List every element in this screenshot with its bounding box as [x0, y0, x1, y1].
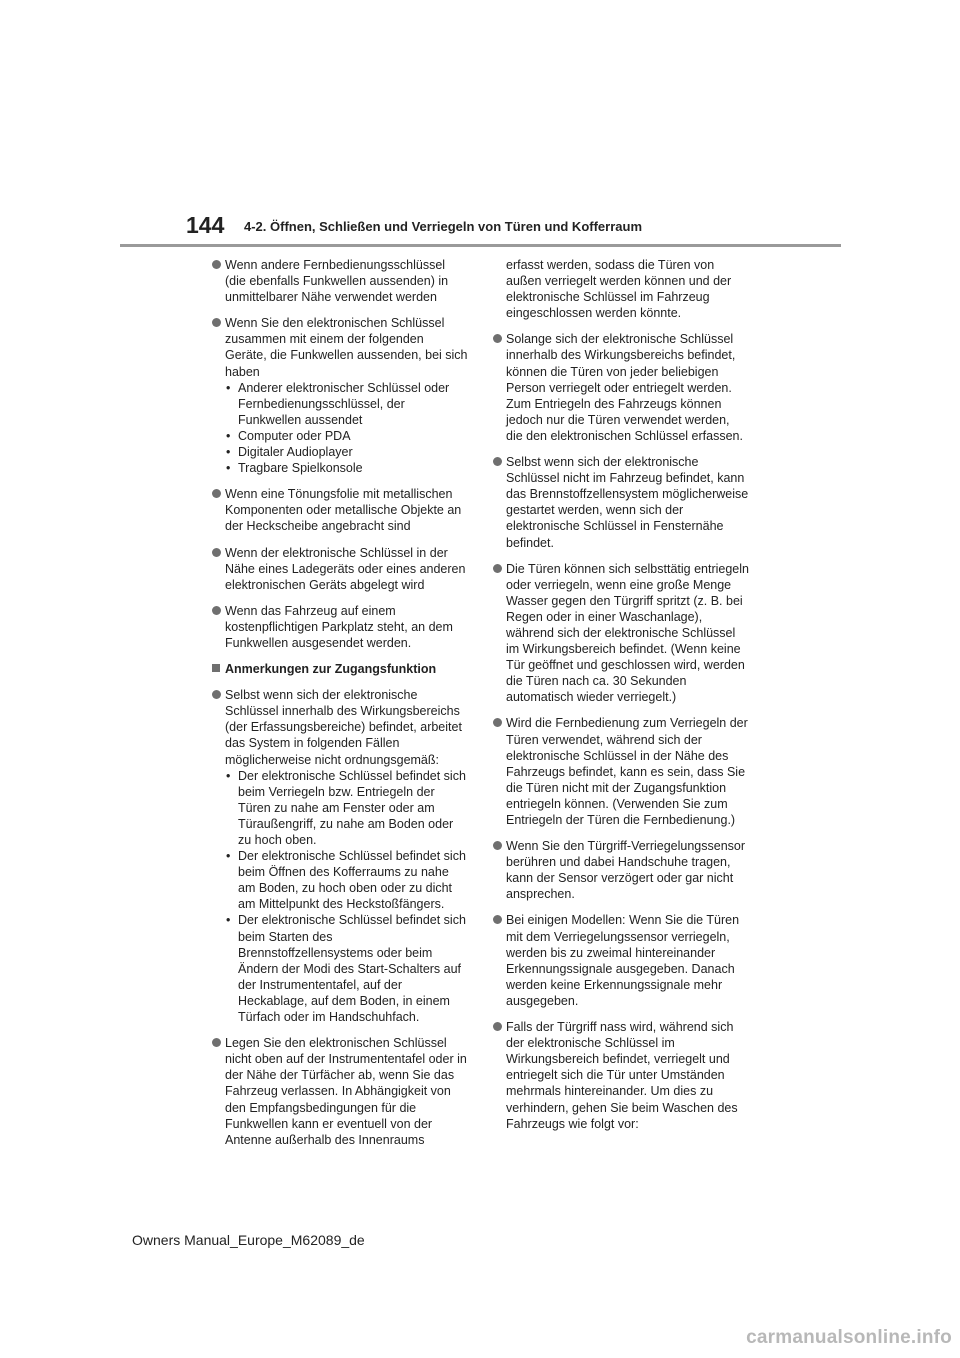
list-item: • Der elektronische Schlüssel befindet sich beim Verriegeln bzw. Entriegeln der Türen zu nahe am Fenster oder am Türaußengriff, zu nahe am Boden oder zu hoch oben. [226, 768, 466, 847]
list-item: • Der elektronische Schlüssel befindet sich beim Öffnen des Kofferraums zu nahe am Boden, zu hoch oben oder zu dicht am Mittelpunkt des Heckstoßfängers. [226, 849, 466, 912]
list-item: • Digitaler Audioplayer [226, 445, 353, 460]
bullet-paragraph [212, 687, 468, 1025]
bullet-paragraph [493, 331, 749, 444]
sub-list [225, 380, 468, 477]
square-bullet-icon [212, 664, 220, 672]
paragraph-text: Wird die Fernbedienung zum Verriegeln der Türen verwendet, während sich der elektronische Schlüssel in der Nähe des Fahrzeugs befindet, kann es sein, dass Sie die Türen nicht mit der Zugangsfunktion entriegeln können. (Verwenden Sie zum Entriegeln der Türen die Fernbedienung.) [506, 716, 748, 827]
bullet-paragraph [212, 257, 468, 305]
bullet-paragraph [493, 561, 749, 706]
paragraph-text: Die Türen können sich selbsttätig entriegeln oder verriegeln, wenn eine große Menge Wasser gegen den Türgriff spritzt (z. B. bei Regen oder in einer Waschanlage), während sich der elektronische Schlüssel im Wirkungsbereich befindet. (Wenn keine Tür geöffnet und geschlossen wird, werden die Türen nach ca. 30 Sekunden automatisch wieder verriegelt.) [506, 561, 749, 705]
paragraph-text: Bei einigen Modellen: Wenn Sie die Türen mit dem Verriegelungssensor verriegeln, werden bis zu zweimal hintereinander Erkennungssignale ausgegeben. Danach werden keine Erkennungssignale mehr ausgegeben. [506, 913, 740, 1008]
paragraph-text: Falls der Türgriff nass wird, während sich der elektronische Schlüssel im Wirkungsbereich befindet, verriegelt und entriegelt sich die Tür unter Umständen mehrmals hintereinander. Um dies zu verhindern, gehen Sie beim Waschen des Fahrzeugs wie folgt vor: [506, 1020, 738, 1131]
round-bullet-icon [493, 841, 502, 850]
paragraph-text: Legen Sie den elektronischen Schlüssel nicht oben auf der Instrumententafel oder in der Nähe der Türfächer ab, wenn Sie das Fahrzeug verlassen. In Abhängigkeit von den Empfangsbedingungen für die Funkwellen kann er eventuell von der Antenne außerhalb des Innenraums [225, 1036, 467, 1147]
right-column [493, 257, 749, 1142]
round-bullet-icon [493, 1022, 502, 1031]
bullet-paragraph [493, 1019, 749, 1132]
paragraph-text: Wenn Sie den Türgriff-Verriegelungssensor berühren und dabei Handschuhe tragen, kann der Sensor verzögert oder gar nicht ansprechen. [506, 839, 746, 902]
bullet-paragraph [493, 912, 749, 1009]
round-bullet-icon [493, 334, 502, 343]
page-number: 144 [186, 212, 225, 238]
bullet-paragraph [212, 315, 468, 476]
round-bullet-icon [212, 489, 221, 498]
round-bullet-icon [493, 915, 502, 924]
round-bullet-icon [493, 718, 502, 727]
round-bullet-icon [493, 457, 502, 466]
watermark: carmanualsonline.info [746, 1327, 952, 1348]
round-bullet-icon [212, 260, 221, 269]
round-bullet-icon [212, 606, 221, 615]
header-divider [120, 244, 841, 247]
paragraph-text: erfasst werden, sodass die Türen von außen verriegelt werden können und der elektronische Schlüssel im Fahrzeug eingeschlossen werden könnte. [506, 258, 732, 321]
list-item: • Computer oder PDA [226, 428, 351, 443]
bullet-paragraph [212, 1035, 468, 1148]
paragraph-text: Selbst wenn sich der elektronische Schlüssel nicht im Fahrzeug befindet, kann das Brennstoffzellensystem möglicherweise gestartet werden, wenn sich der elektronische Schlüssel in Fensternähe befindet. [506, 455, 749, 550]
footer-manual-id: Owners Manual_Europe_M62089_de [132, 1232, 365, 1248]
subheading [212, 661, 468, 677]
bullet-paragraph [493, 838, 749, 902]
section-title: 4-2. Öffnen, Schließen und Verriegeln von Türen und Kofferraum [244, 219, 642, 234]
round-bullet-icon [212, 318, 221, 327]
paragraph-text: Wenn eine Tönungsfolie mit metallischen Komponenten oder metallische Objekte an der Heckscheibe angebracht sind [225, 487, 462, 534]
list-item: • Der elektronische Schlüssel befindet sich beim Starten des Brennstoffzellensystems oder beim Ändern der Modi des Start-Schalters auf der Instrumententafel, auf der Heckablage, auf dem Boden, in einem Türfach oder im Handschuhfach. [226, 913, 466, 1025]
bullet-paragraph [493, 454, 749, 551]
bullet-paragraph [212, 486, 468, 534]
round-bullet-icon [212, 1038, 221, 1047]
bullet-paragraph [212, 545, 468, 593]
round-bullet-icon [493, 564, 502, 573]
round-bullet-icon [212, 690, 221, 699]
paragraph-text: Wenn Sie den elektronischen Schlüssel zusammen mit einem der folgenden Geräte, die Funkwellen aussenden, bei sich haben [225, 316, 468, 379]
paragraph-text: Wenn der elektronische Schlüssel in der Nähe eines Ladegeräts oder eines anderen elektronischen Geräts abgelegt wird [225, 545, 466, 592]
list-item: • Anderer elektronischer Schlüssel oder Fernbedienungsschlüssel, der Funkwellen aussendet [226, 380, 450, 427]
round-bullet-icon [212, 548, 221, 557]
paragraph-text: Selbst wenn sich der elektronische Schlüssel innerhalb des Wirkungsbereichs (der Erfassungsbereiche) befindet, arbeitet das System in folgenden Fällen möglicherweise nicht ordnungsgemäß: [225, 688, 462, 767]
left-column [212, 257, 468, 1158]
subheading-text: Anmerkungen zur Zugangsfunktion [225, 662, 437, 677]
paragraph-text: Solange sich der elektronische Schlüssel innerhalb des Wirkungsbereichs befindet, können die Türen von jeder beliebigen Person verriegelt oder entriegelt werden. Zum Entriegeln des Fahrzeugs können jedoch nur die Türen verwendet werden, die den elektronischen Schlüssel erfassen. [506, 332, 743, 443]
continued-paragraph [493, 257, 749, 321]
list-item: • Tragbare Spielkonsole [226, 461, 363, 476]
bullet-paragraph [493, 715, 749, 828]
paragraph-text: Wenn andere Fernbedienungsschlüssel (die ebenfalls Funkwellen aussenden) in unmittelbarer Nähe verwendet werden [225, 258, 449, 305]
paragraph-text: Wenn das Fahrzeug auf einem kostenpflichtigen Parkplatz steht, an dem Funkwellen ausgesendet werden. [225, 603, 453, 650]
sub-list [225, 768, 468, 1026]
bullet-paragraph [212, 603, 468, 651]
